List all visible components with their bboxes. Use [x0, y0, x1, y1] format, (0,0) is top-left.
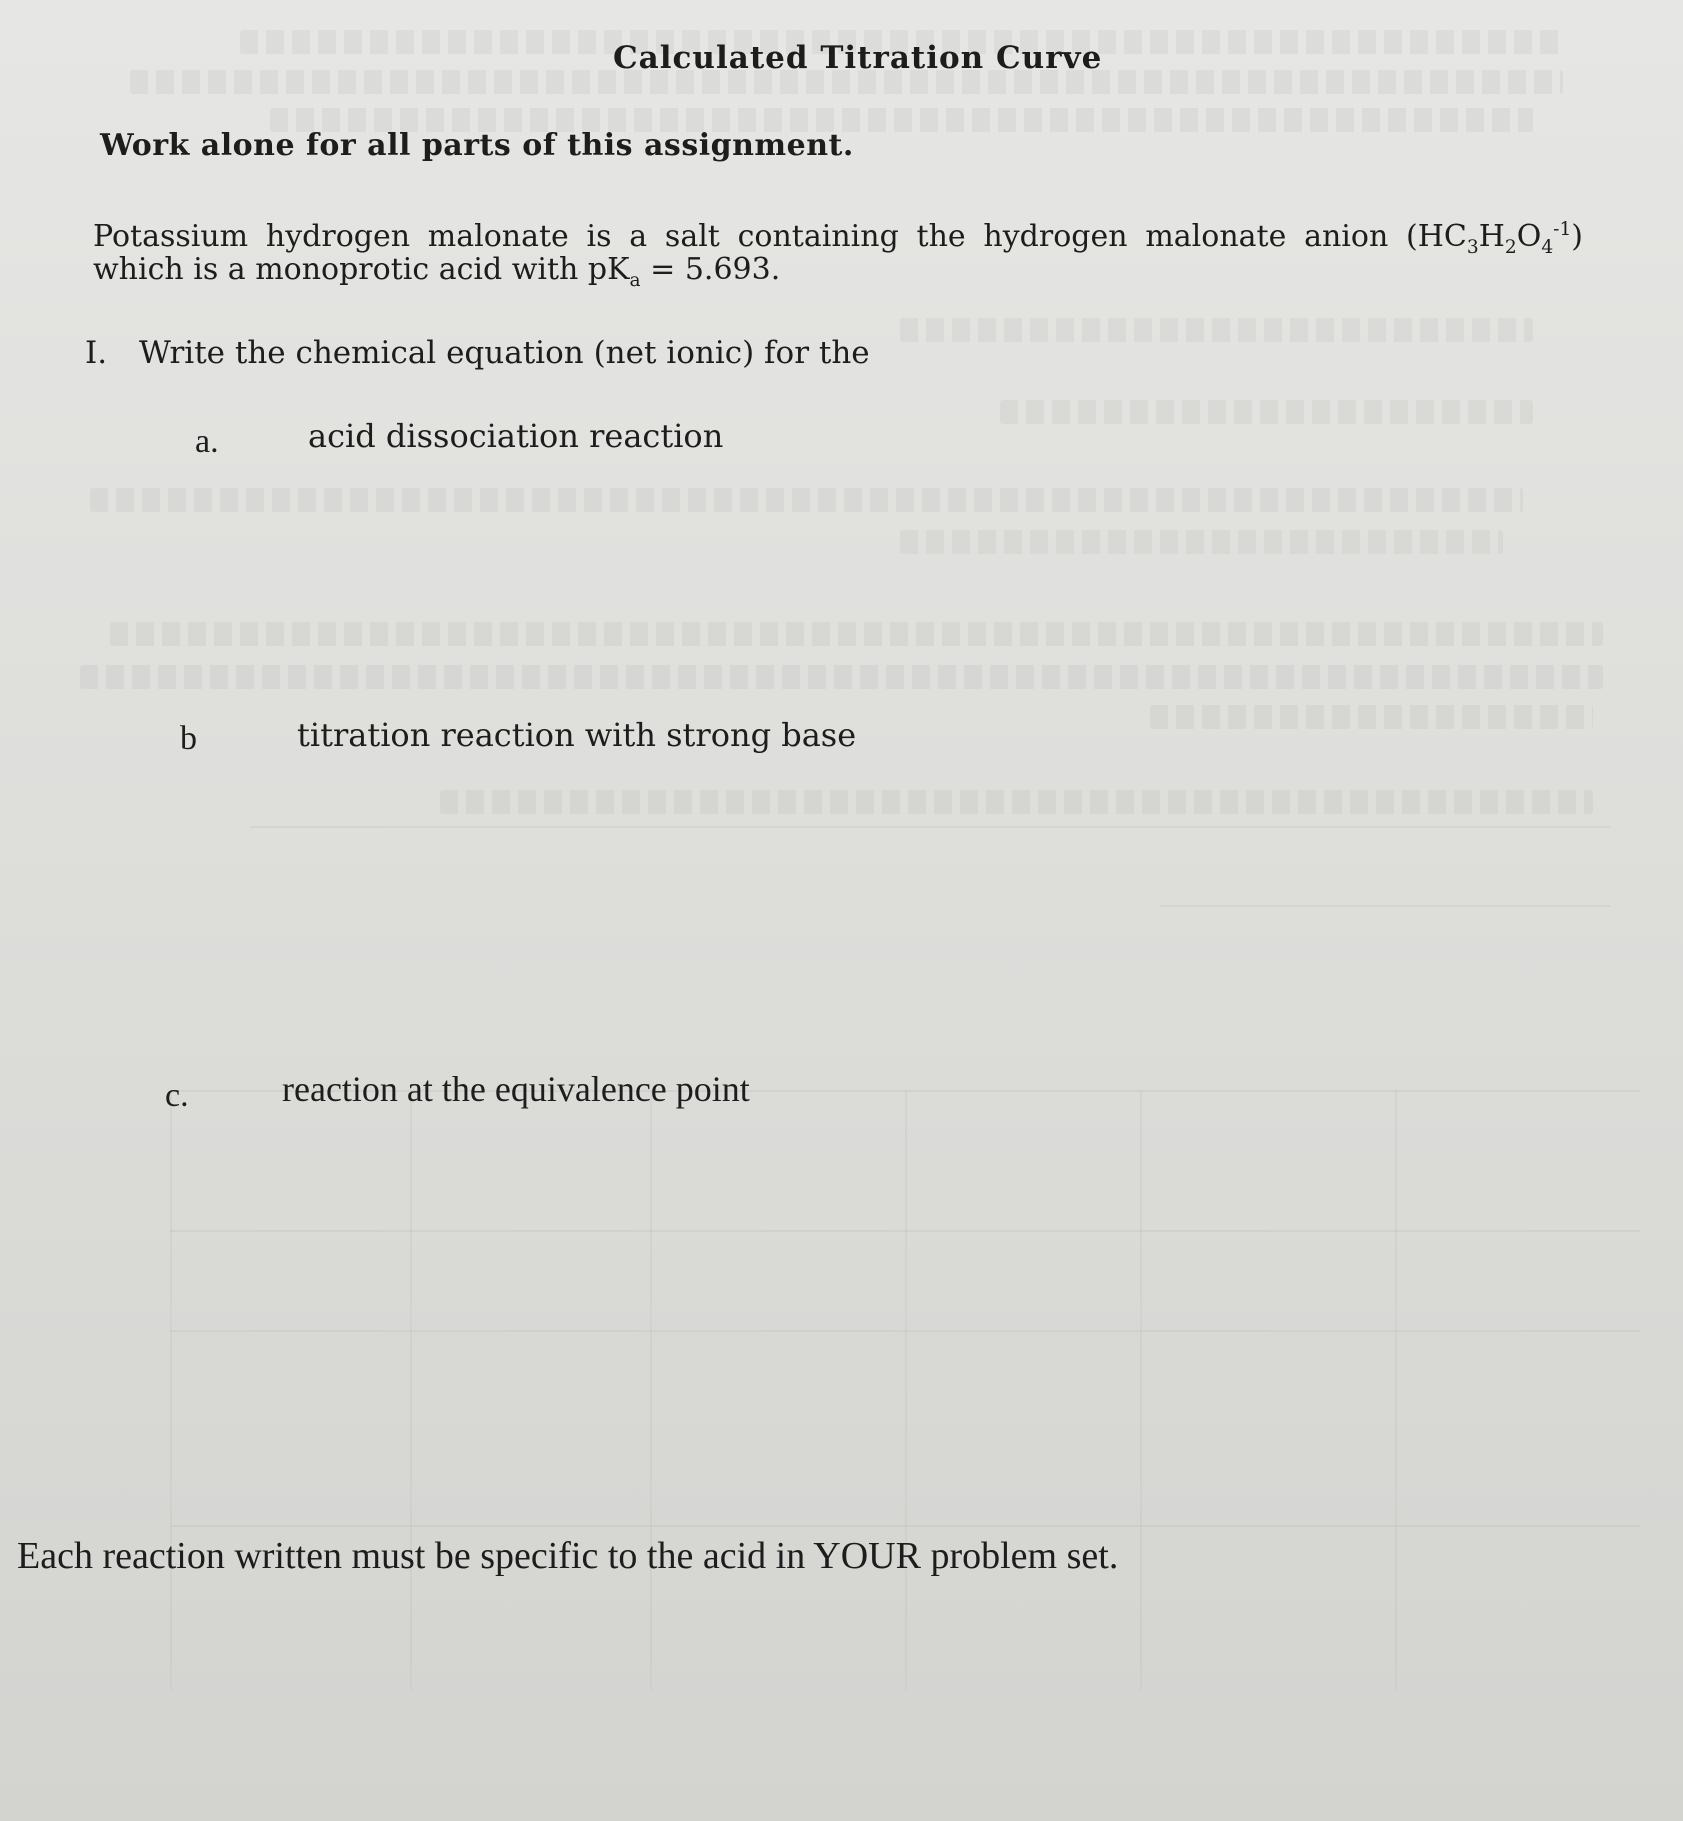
formula-charge: -1	[1553, 219, 1572, 240]
item-b-marker: b	[180, 720, 197, 757]
instruction-text: Work alone for all parts of this assignment.	[100, 128, 854, 163]
item-a-marker: a.	[195, 423, 219, 460]
page-title: Calculated Titration Curve	[613, 40, 1103, 76]
formula-o: O	[1516, 219, 1542, 254]
pka-value: = 5.693.	[640, 252, 781, 287]
item-b-text: titration reaction with strong base	[297, 716, 857, 754]
section-heading	[85, 335, 870, 371]
item-c-marker: c.	[165, 1077, 189, 1114]
formula-subscript-2: 2	[1504, 237, 1517, 258]
intro-line-2-text: which is a monoprotic acid with pK	[93, 252, 630, 287]
section-text: Write the chemical equation (net ionic) for the	[139, 335, 870, 371]
formula-h: H	[1478, 219, 1505, 254]
formula-subscript-3: 3	[1466, 237, 1479, 258]
item-c-text: reaction at the equivalence point	[282, 1069, 750, 1109]
pka-subscript: a	[629, 270, 641, 291]
formula-subscript-4: 4	[1541, 237, 1554, 258]
intro-line-1-text: Potassium hydrogen malonate is a salt containing the hydrogen malonate anion (HC	[93, 219, 1467, 254]
intro-line-2	[93, 252, 780, 291]
item-a-text: acid dissociation reaction	[308, 417, 724, 455]
formula-close-paren: )	[1571, 219, 1583, 254]
footer-note: Each reaction written must be specific to the acid in YOUR problem set.	[17, 1535, 1119, 1577]
section-number: I.	[85, 335, 108, 371]
